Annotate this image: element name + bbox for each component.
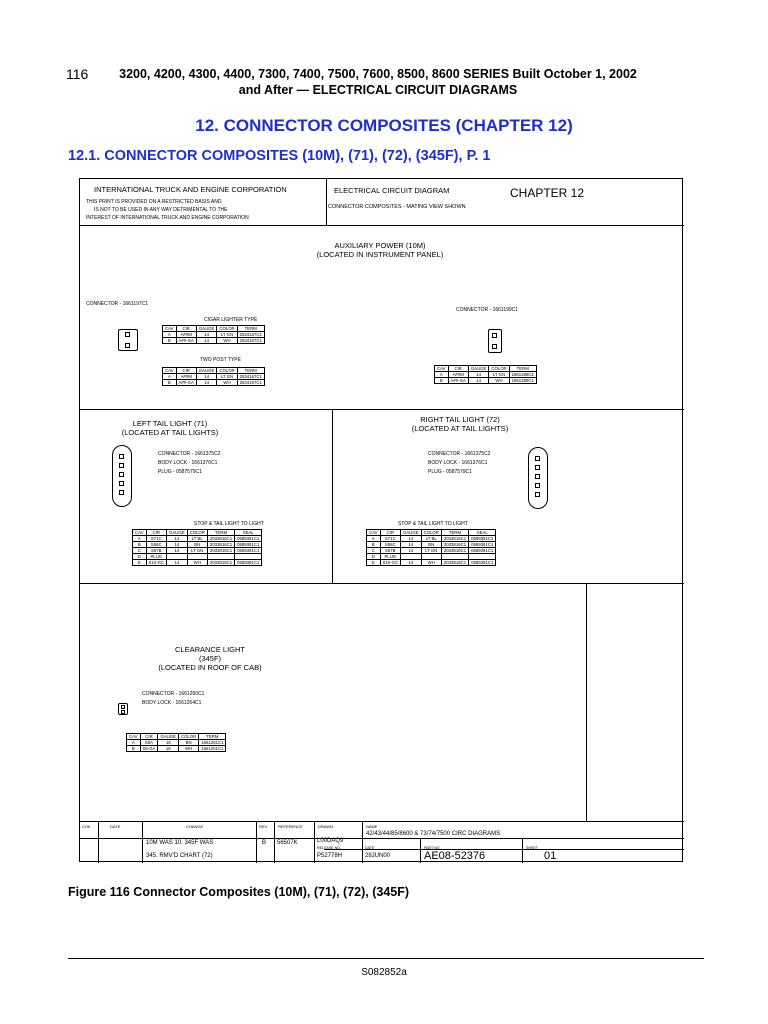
notice-line-2: IS NOT TO BE USED IN ANY WAY DETRIMENTAL TO THE [94, 207, 228, 213]
figure-caption: Figure 116 Connector Composites (10M), (71), (72), (345F) [68, 885, 410, 899]
tb-ref-1: 56507K [277, 840, 298, 846]
left-tail-plug: PLUG - 0587579C1 [158, 469, 202, 475]
aux-right-connector-icon [488, 329, 502, 353]
clearance-connector: CONNECTOR - 1661260C1 [142, 691, 205, 697]
tb-date2-header: DATE [365, 846, 375, 850]
left-tail-connector-icon [112, 445, 132, 507]
drawing-title: ELECTRICAL CIRCUIT DIAGRAM [334, 186, 450, 195]
tb-release-header: RELEASE NO. [317, 846, 341, 850]
tb-change-header: CHANGE [186, 824, 204, 829]
series-title: 3200, 4200, 4300, 4400, 7300, 7400, 7500, 7600, 8500, 8600 SERIES Built October 1, 2002 and After — ELECTRICAL CIRCUIT DIAGRAMS [119, 67, 637, 97]
right-tail-table: CAV CIR GAUGE COLOR TERM SEAL A S71C 14 LT BL 2033816C1 0589391C1 B S56C 14 BN 2033816C1 0589391C1 C S57B 14 LT GN 2033816C1 0589391C1 D PLUG E S10-GC 14 WH 2033816C1 0589391C1 [366, 529, 496, 566]
clearance-connector-icon [118, 703, 128, 715]
cigar-lighter-table: CAV CIR GAUGE COLOR TERM A A##M 14 LT GN 2534167C1 B A##-GA 14 WH 2534167C1 [162, 325, 265, 344]
tb-drawn-header: DRAWN [318, 824, 333, 829]
aux-connector-left: CONNECTOR - 1661197C1 [86, 301, 149, 307]
tb-ref-header: REFERENCE [278, 824, 303, 829]
tb-date-header: DATE [110, 824, 121, 829]
tb-part-header: PART NO. [424, 846, 441, 850]
right-tail-table-label: STOP & TAIL LIGHT TO LIGHT [398, 521, 468, 527]
clearance-table: CAV CIR GAUGE COLOR TERM A S6A 18 BN 1661261C1 B S6-GA 18 WH 1661261C1 [126, 733, 226, 752]
right-tail-connector-icon [528, 447, 548, 509]
tb-change-2: 345. RMV'D CHART (72) [146, 853, 213, 859]
tb-rev-1: B [262, 840, 267, 846]
clearance-title: CLEARANCE LIGHT [174, 645, 246, 654]
right-tail-location: (LOCATED AT TAIL LIGHTS) [411, 424, 509, 433]
left-tail-connector: CONNECTOR - 1661375C2 [158, 451, 221, 457]
tb-name-header: NAME [366, 824, 378, 829]
left-tail-table-label: STOP & TAIL LIGHT TO LIGHT [194, 521, 264, 527]
clearance-body-lock: BODY LOCK - 1661264C1 [142, 700, 202, 706]
chapter-heading: 12. CONNECTOR COMPOSITES (CHAPTER 12) [195, 116, 573, 135]
page-number: 116 [66, 66, 89, 82]
left-tail-location: (LOCATED AT TAIL LIGHTS) [121, 428, 219, 437]
left-tail-title: LEFT TAIL LIGHT (71) [132, 419, 208, 428]
aux-left-connector-icon [118, 329, 138, 351]
drawing-subtitle: CONNECTOR COMPOSITES - MATING VIEW SHOWN [328, 204, 466, 210]
tb-change-1: 10M WAS 10. 345F WAS [146, 840, 214, 846]
tb-sheet-header: SHEET [526, 846, 538, 850]
right-tail-plug: PLUG - 0587579C1 [428, 469, 472, 475]
notice-line-1: THIS PRINT IS PROVIDED ON A RESTRICTED BASIS AND [86, 199, 222, 205]
tb-chk-header: CHK [82, 824, 91, 829]
notice-line-3: INTEREST OF INTERNATIONAL TRUCK AND ENGINE CORPORATION [86, 215, 249, 221]
company-name: INTERNATIONAL TRUCK AND ENGINE CORPORATION [94, 185, 287, 194]
tb-part-number: AE08-52376 [424, 850, 486, 862]
tb-release: P52778H [317, 853, 343, 859]
cigar-lighter-label: CIGAR LIGHTER TYPE [204, 317, 258, 323]
left-tail-body-lock: BODY LOCK - 1661376C1 [158, 460, 218, 466]
clearance-location: (LOCATED IN ROOF OF CAB) [158, 663, 262, 672]
chapter-label: CHAPTER 12 [510, 186, 585, 200]
two-post-label: TWO POST TYPE [200, 357, 241, 363]
footer-rule [68, 958, 704, 959]
clearance-code: (345F) [198, 654, 222, 663]
two-post-table: CAV CIR GAUGE COLOR TERM A A##M 14 LT GN 2534167C1 B A##-GA 14 WH 2534167C1 [162, 367, 265, 386]
aux-title: AUXILIARY POWER (10M) [334, 241, 426, 250]
tb-date2: 28JUN00 [365, 853, 391, 859]
left-tail-table: CAV CIR GAUGE COLOR TERM SEAL A S71C 14 LT BL 2033816C1 0589391C1 B S56C 14 BN 2033816C1 0589391C1 C S57B 14 LT GN 2033816C1 0589391C1 D PLUG E S10-GC 14 WH 2033816C1 0589391C1 [132, 529, 262, 566]
tb-rev-header: REV [259, 824, 268, 829]
right-tail-title: RIGHT TAIL LIGHT (72) [420, 415, 500, 424]
tb-drawn: L00DAQ9 [317, 838, 344, 844]
aux-connector-right: CONNECTOR - 1661199C1 [456, 307, 519, 313]
aux-right-table: CAV CIR GAUGE COLOR TERM A A##M 14 LT GN 1661289C1 B A##-GA 14 WH 1661289C1 [434, 365, 537, 384]
section-heading: 12.1. CONNECTOR COMPOSITES (10M), (71), (72), (345F), P. 1 [68, 148, 491, 164]
tb-name: 42/43/44/85/8600 & 73/74/7500 CIRC DIAGRAMS [366, 831, 501, 837]
footer-code: S082852a [361, 967, 407, 978]
right-tail-body-lock: BODY LOCK - 1661376C1 [428, 460, 488, 466]
right-tail-connector: CONNECTOR - 1661375C2 [428, 451, 491, 457]
tb-sheet: 01 [544, 850, 557, 862]
circuit-diagram [79, 178, 683, 862]
aux-location: (LOCATED IN INSTRUMENT PANEL) [316, 250, 444, 259]
